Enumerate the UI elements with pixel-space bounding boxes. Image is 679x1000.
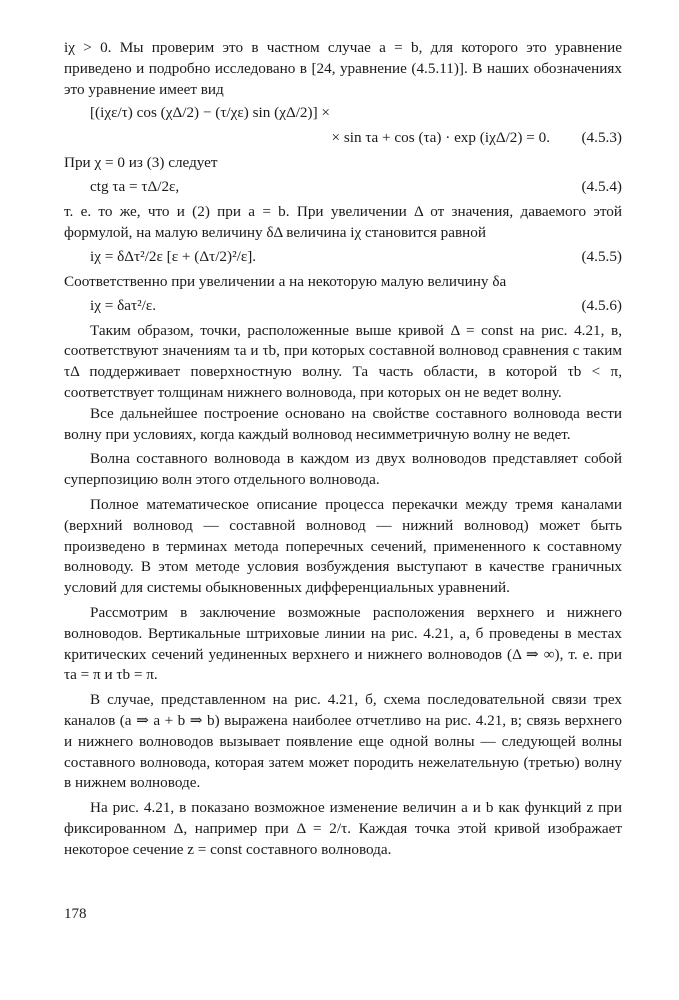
page-body (64, 38, 622, 861)
equation-number: (4.5.5) (581, 247, 622, 265)
equation-4-5-3-line-2: × sin τa + cos (τa) · exp (iχΔ/2) = 0. (4.5.3) (64, 128, 622, 149)
paragraph-3: т. е. то же, что и (2) при a = b. При увеличении Δ от значения, даваемого этой формулой, на малую величину δΔ величина iχ становится равной (64, 203, 622, 241)
paragraph-9: Рассмотрим в заключение возможные расположения верхнего и нижнего волноводов. Вертикальные штриховые линии на рис. 4.21, а, б проведены в местах критических сечений уединенных верхнего и нижнего волноводов (Δ ⇒ ∞), т. е. при τa = π и τb = π. (64, 603, 622, 684)
paragraph-5: Таким образом, точки, расположенные выше кривой Δ = const на рис. 4.21, в, соответствуют значениям τa и τb, при которых составной волновод сравнения с таким τΔ поддерживает поверхностную волну. Та часть области, в которой τb < π, соответствует толщинам нижнего волновода, при которых он не ведет волну. (64, 321, 622, 401)
page-number: 178 (64, 906, 87, 922)
equation-4-5-5: iχ = δΔτ²/2ε [ε + (Δτ/2)²/ε]. (4.5.5) (64, 247, 622, 268)
equation-4-5-3-line-1: [(iχε/τ) cos (χΔ/2) − (τ/χε) sin (χΔ/2)] × (90, 104, 330, 122)
paragraph-8: Полное математическое описание процесса перекачки между тремя каналами (верхний волновод — составной волновод — нижний волновод) может быть произведено в терминах метода поперечных сечений, примененного к составному волноводу. В этом методе условия возбуждения выступают в качестве граничных условий для системы обыкновенных дифференциальных уравнений. (64, 495, 622, 597)
paragraph-1: iχ > 0. Мы проверим это в частном случае a = b, для которого это уравнение приведено и подробно исследовано в [24, уравнение (4.5.11)]. В наших обозначениях это уравнение имеет вид (64, 39, 622, 98)
equation-4-5-6: iχ = δaτ²/ε. (4.5.6) (64, 296, 622, 317)
paragraph-2: При χ = 0 из (3) следует (64, 154, 218, 172)
equation-number: (4.5.4) (581, 178, 622, 196)
equation-number: (4.5.6) (581, 296, 622, 314)
equation-4-5-4: ctg τa = τΔ/2ε, (4.5.4) (64, 177, 622, 198)
paragraph-6: Все дальнейшее построение основано на свойстве составного волновода вести волну при условиях, когда каждый волновод несимметричную волну не ведет. (64, 404, 622, 443)
paragraph-7: Волна составного волновода в каждом из двух волноводов представляет собой суперпозицию волн этого отдельного волновода. (64, 450, 622, 489)
paragraph-4: Соответственно при увеличении a на некоторую малую величину δa (64, 272, 507, 290)
paragraph-10: В случае, представленном на рис. 4.21, б, схема последовательной связи трех каналов (a ⇒ a + b ⇒ b) выражена наиболее отчетливо на рис. 4.21, в; связь верхнего и нижнего волноводов вызывает появление еще одной волны — следующей волны составного волновода, которая затем может породить нежелательную (третью) волну в нижнем волноводе. (64, 691, 622, 792)
paragraph-11: На рис. 4.21, в показано возможное изменение величин a и b как функций z при фиксированном Δ, например при Δ = 2/τ. Каждая точка этой кривой изображает некоторое сечение z = const составного волновода. (64, 799, 622, 858)
equation-number: (4.5.3) (581, 129, 622, 147)
